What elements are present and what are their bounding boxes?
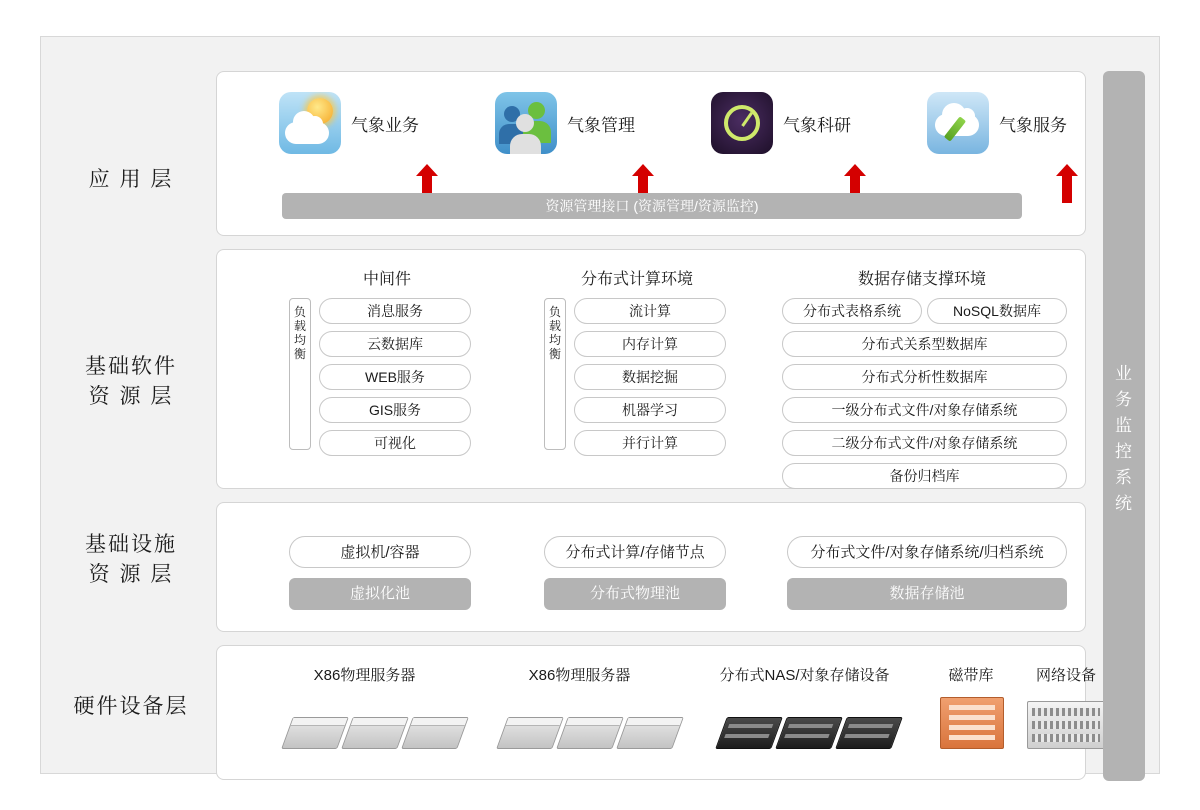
app-label: 气象业务 [351, 115, 419, 135]
monitor-char: 务 [1115, 390, 1133, 409]
load-balancer-computing: 负载均衡 [544, 298, 566, 450]
soft-item[interactable]: 分布式关系型数据库 [782, 331, 1067, 357]
people-group-icon [495, 92, 557, 154]
app-item-weather-management[interactable] [495, 92, 635, 154]
business-monitoring-system-bar[interactable] [1103, 71, 1145, 781]
infra-pool-label: 虚拟化池 [289, 578, 471, 610]
application-layer-panel [216, 71, 1086, 236]
hw-title: 磁带库 [948, 667, 994, 684]
layer-label-infrastructure-line2: 资 源 层 [88, 563, 174, 586]
server-light-icon [472, 697, 687, 749]
hw-group-x86-servers-1[interactable] [257, 664, 472, 749]
layer-label-software-line1: 基础软件 [85, 355, 177, 378]
soft-item[interactable]: 并行计算 [574, 430, 726, 456]
column-title-middleware: 中间件 [362, 271, 411, 288]
soft-item[interactable]: 一级分布式文件/对象存储系统 [782, 397, 1067, 423]
compass-research-icon [711, 92, 773, 154]
hw-title: 分布式NAS/对象存储设备 [719, 667, 890, 684]
layer-label-application: 应 用 层 [88, 168, 174, 191]
column-title-distributed-computing: 分布式计算环境 [580, 271, 693, 288]
hw-group-x86-servers-2[interactable] [472, 664, 687, 749]
weather-sun-cloud-icon [279, 92, 341, 154]
soft-item[interactable]: 机器学习 [574, 397, 726, 423]
infra-top-label: 分布式文件/对象存储系统/归档系统 [787, 536, 1067, 568]
app-label: 气象管理 [567, 115, 635, 135]
column-title-storage: 数据存储支撑环境 [857, 271, 986, 288]
soft-item[interactable]: NoSQL数据库 [927, 298, 1067, 324]
layer-label-hardware: 硬件设备层 [73, 695, 189, 718]
app-label: 气象服务 [999, 115, 1067, 135]
layer-label-infrastructure-line1: 基础设施 [85, 533, 177, 556]
soft-item[interactable]: GIS服务 [319, 397, 471, 423]
soft-item[interactable]: WEB服务 [319, 364, 471, 390]
app-item-weather-service[interactable] [927, 92, 1067, 154]
server-light-icon [257, 697, 472, 749]
hw-group-nas-storage[interactable] [687, 664, 922, 749]
soft-item[interactable]: 内存计算 [574, 331, 726, 357]
infrastructure-layer-panel [216, 502, 1086, 632]
soft-item[interactable]: 数据挖掘 [574, 364, 726, 390]
app-item-weather-business[interactable] [279, 92, 419, 154]
soft-item[interactable]: 消息服务 [319, 298, 471, 324]
arrow-up-icon [1062, 175, 1072, 203]
hw-title: X86物理服务器 [528, 667, 631, 684]
infra-top-label: 虚拟机/容器 [289, 536, 471, 568]
hw-group-network-device[interactable] [1017, 664, 1115, 749]
soft-item[interactable]: 分布式表格系统 [782, 298, 922, 324]
soft-item[interactable]: 流计算 [574, 298, 726, 324]
infra-group-distributed[interactable] [544, 536, 726, 610]
soft-item[interactable]: 备份归档库 [782, 463, 1067, 489]
soft-item[interactable]: 分布式分析性数据库 [782, 364, 1067, 390]
diagram-canvas [40, 36, 1160, 774]
infra-group-virtualization[interactable] [289, 536, 471, 610]
layer-stack [41, 37, 1101, 775]
soft-item[interactable]: 二级分布式文件/对象存储系统 [782, 430, 1067, 456]
monitor-char: 统 [1115, 494, 1133, 513]
soft-item[interactable]: 可视化 [319, 430, 471, 456]
resource-management-interface-bar[interactable]: 资源管理接口 (资源管理/资源监控) [282, 193, 1022, 219]
tape-library-icon [922, 697, 1020, 749]
server-dark-icon [687, 697, 922, 749]
network-device-icon [1017, 697, 1115, 749]
infra-pool-label: 数据存储池 [787, 578, 1067, 610]
software-layer-panel [216, 249, 1086, 489]
app-label: 气象科研 [783, 115, 851, 135]
hw-title: 网络设备 [1035, 667, 1096, 684]
infra-top-label: 分布式计算/存储节点 [544, 536, 726, 568]
monitor-char: 控 [1115, 442, 1133, 461]
hardware-layer-panel [216, 645, 1096, 780]
monitor-char: 监 [1115, 416, 1133, 435]
load-balancer-middleware: 负载均衡 [289, 298, 311, 450]
monitor-char: 业 [1115, 364, 1133, 383]
cloud-pen-icon [927, 92, 989, 154]
hw-group-tape-library[interactable] [922, 664, 1020, 749]
infra-pool-label: 分布式物理池 [544, 578, 726, 610]
hw-title: X86物理服务器 [313, 667, 416, 684]
infra-group-storage[interactable] [787, 536, 1067, 610]
layer-label-software-line2: 资 源 层 [88, 385, 174, 408]
monitor-char: 系 [1115, 468, 1133, 487]
app-item-weather-research[interactable] [711, 92, 851, 154]
soft-item[interactable]: 云数据库 [319, 331, 471, 357]
